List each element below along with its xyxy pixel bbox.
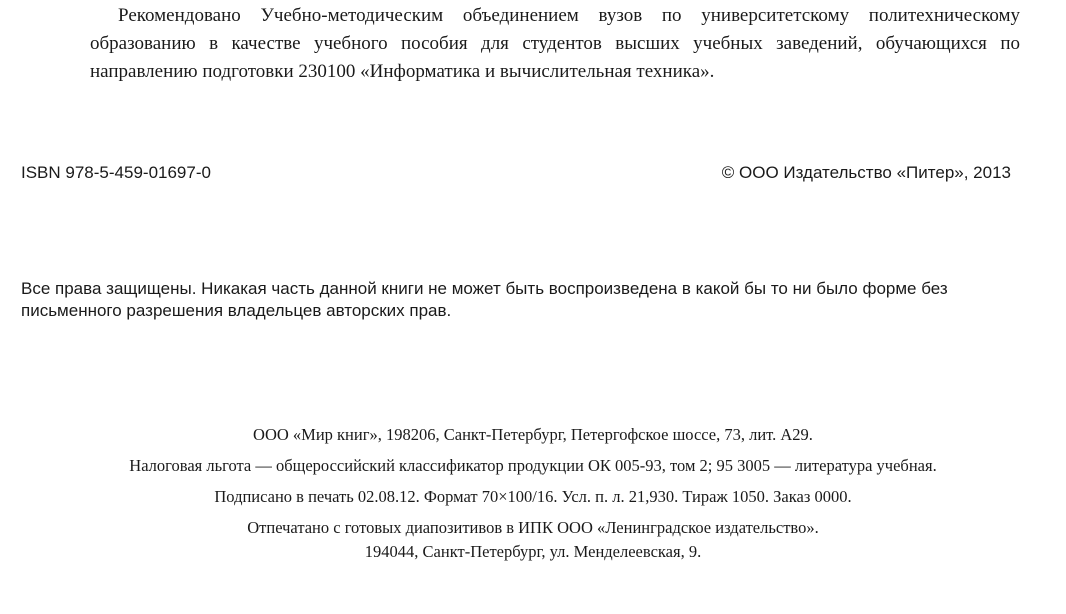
isbn: ISBN 978-5-459-01697-0 xyxy=(21,163,211,182)
imprint-tax-benefit: Налоговая льгота — общероссийский классификатор продукции ОК 005-93, том 2; 95 3005 — литература учебная. xyxy=(129,456,937,475)
imprint-print-details: Подписано в печать 02.08.12. Формат 70×100/16. Усл. п. л. 21,930. Тираж 1050. Заказ 0000. xyxy=(214,487,852,506)
copyright: © ООО Издательство «Питер», 2013 xyxy=(721,163,1011,182)
imprint-printer-address: ООО «Мир книг», 198206, Санкт-Петербург, Петергофское шоссе, 73, лит. А29. xyxy=(253,425,813,444)
recommendation-text: Рекомендовано Учебно-методическим объединением вузов по университетскому политехническому образованию в качестве учебного пособия для студентов высших учебных заведений, обучающихся по направлению подготовки 230100 «Информатика и вычислительная техника». xyxy=(90,5,1020,82)
imprint-printed-by: Отпечатано с готовых диапозитивов в ИПК ООО «Ленинградское издательство». xyxy=(247,518,819,537)
imprint-printing-house-address: 194044, Санкт-Петербург, ул. Менделеевская, 9. xyxy=(364,542,702,561)
rights-notice: Все права защищены. Никакая часть данной книги не может быть воспроизведена в какой бы то ни было форме без письменного разрешения владельцев авторских прав. xyxy=(21,279,948,320)
